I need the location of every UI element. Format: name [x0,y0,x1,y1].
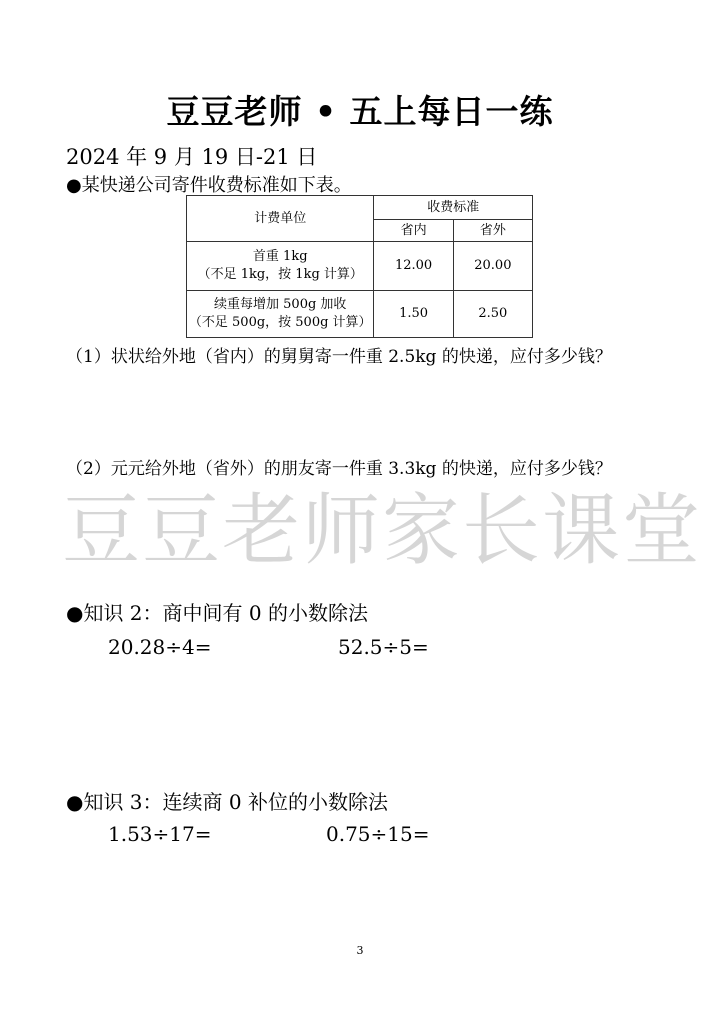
row-line-1: 首重 1kg [252,249,308,265]
watermark: 豆豆老师家长课堂 [62,486,703,576]
question-2: （2）元元给外地（省外）的朋友寄一件重 3.3kg 的快递，应付多少钱？ [66,459,612,479]
equation: 1.53÷17= [108,822,212,846]
row-additional-weight [187,291,374,338]
equation: 20.28÷4= [108,635,212,659]
question-1: （1）状状给外地（省内）的舅舅寄一件重 2.5kg 的快递，应付多少钱？ [66,347,612,367]
page-number: 3 [356,944,364,957]
row-line-1: 续重每增加 500g 加收 [214,297,347,313]
row-line-2: （不足 1kg，按 1kg 计算） [197,267,363,282]
row-first-weight [187,242,374,291]
knowledge-3-title: ●知识 3：连续商 0 补位的小数除法 [66,790,388,814]
table-row [187,242,533,291]
header-unit: 计费单位 [187,196,374,242]
knowledge-2-title: ●知识 2：商中间有 0 的小数除法 [66,601,368,625]
equation: 0.75÷15= [326,822,430,846]
problem-intro: ●某快递公司寄件收费标准如下表。 [66,175,352,196]
fee-in-province: 12.00 [374,242,453,291]
header-in-province: 省内 [374,220,453,242]
fee-in-province: 1.50 [374,291,453,338]
fee-out-province: 2.50 [453,291,532,338]
header-out-province: 省外 [453,220,532,242]
equation: 52.5÷5= [338,635,429,659]
page-title: 豆豆老师 • 五上每日一练 [166,92,554,131]
fee-out-province: 20.00 [453,242,532,291]
row-line-2: （不足 500g，按 500g 计算） [188,315,372,330]
date-line: 2024 年 9 月 19 日-21 日 [66,145,318,169]
header-fee: 收费标准 [374,196,533,220]
table-row [187,291,533,338]
fee-table [186,195,533,338]
